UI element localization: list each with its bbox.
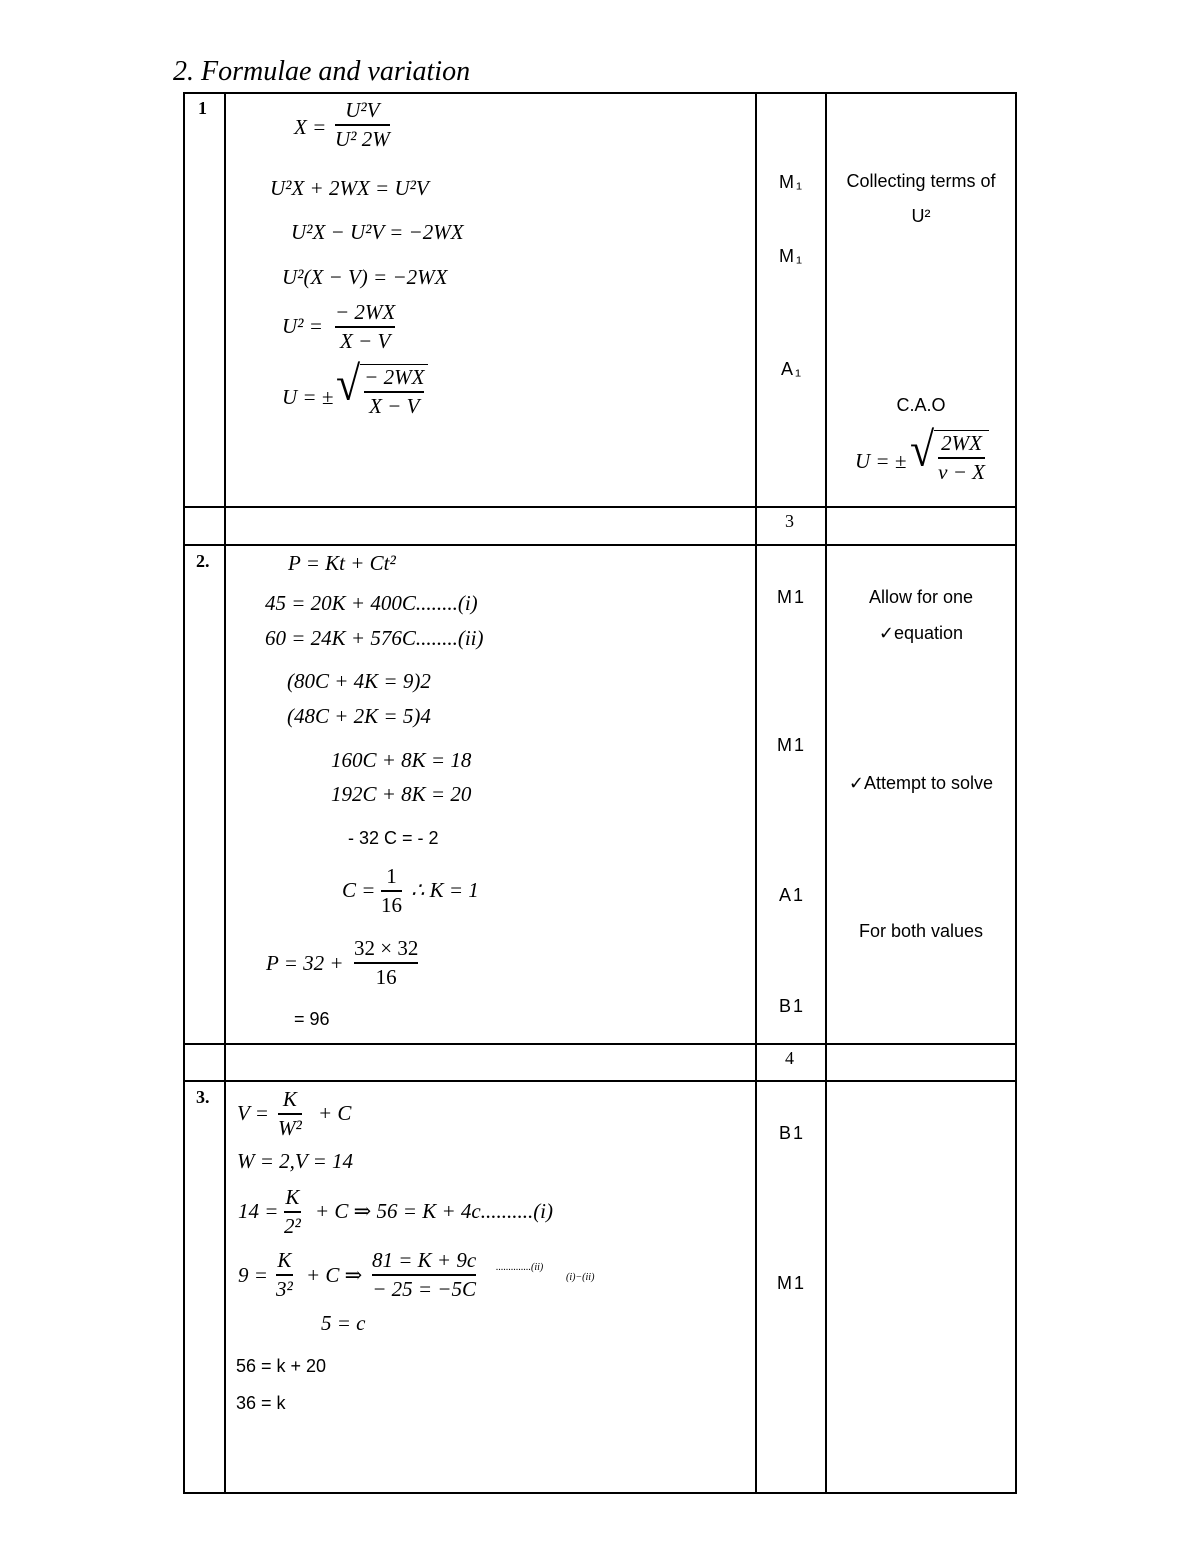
fraction: 1 16	[381, 864, 402, 917]
equation: U² =	[282, 314, 323, 338]
mark: A₁	[781, 359, 804, 379]
square-root: √ 2WX v − X	[910, 430, 989, 483]
equation: + C ⇒ 56 = K + 4c..........(i)	[315, 1199, 554, 1223]
comment: ✓Attempt to solve	[848, 773, 994, 793]
equation: U²X + 2WX = U²V	[270, 176, 429, 200]
mark: M₁	[779, 172, 805, 192]
mark: M₁	[779, 246, 805, 266]
comment: ✓equation	[878, 623, 964, 643]
total-marks: 4	[785, 1048, 794, 1068]
equation: 60 = 24K + 576C........(ii)	[265, 626, 484, 650]
mark: B1	[779, 996, 806, 1016]
equation: 9 =	[238, 1263, 268, 1287]
fraction: K 2²	[284, 1185, 301, 1238]
equation: 160C + 8K = 18	[331, 748, 472, 772]
equation: 45 = 20K + 400C........(i)	[265, 591, 478, 615]
fraction: − 2WX X − V	[335, 300, 396, 353]
equation: U = ±	[855, 449, 907, 473]
square-root: √ − 2WX X − V	[336, 364, 428, 417]
equation: ∴ K = 1	[411, 878, 479, 902]
equation: U²X − U²V = −2WX	[291, 220, 464, 244]
fraction: 81 = K + 9c − 25 = −5C	[372, 1248, 477, 1301]
equation: - 32 C = - 2	[348, 828, 439, 848]
equation: + C ⇒	[306, 1263, 363, 1287]
annotation: ..............(ii)	[496, 1262, 544, 1273]
equation: 56 = k + 20	[236, 1356, 327, 1376]
comment: Allow for one	[868, 587, 974, 607]
equation: P = Kt + Ct²	[288, 551, 396, 575]
question-number: 2.	[196, 551, 210, 571]
equation: X =	[294, 115, 327, 139]
mark: A1	[779, 885, 806, 905]
equation: 36 = k	[236, 1393, 286, 1413]
comment: For both values	[858, 921, 984, 941]
equation: (48C + 2K = 5)4	[287, 704, 431, 728]
mark: M1	[777, 1273, 807, 1293]
equation: 5 = c	[321, 1311, 366, 1335]
equation: (80C + 4K = 9)2	[287, 669, 431, 693]
equation: + C	[318, 1101, 352, 1125]
equation: P = 32 +	[266, 951, 344, 975]
total-marks: 3	[785, 511, 794, 531]
equation: W = 2,V = 14	[237, 1149, 354, 1173]
comment: C.A.O	[896, 395, 946, 415]
equation: C =	[342, 878, 376, 902]
equation: = 96	[294, 1009, 330, 1029]
fraction: K 3²	[276, 1248, 293, 1301]
mark: M1	[777, 587, 807, 607]
fraction: U²V U² 2W	[335, 98, 390, 151]
equation: V =	[237, 1101, 269, 1125]
question-number: 1	[198, 98, 207, 118]
equation: U = ±	[282, 385, 334, 409]
fraction: K W²	[278, 1087, 302, 1140]
mark: B1	[779, 1123, 806, 1143]
annotation: (i)−(ii)	[566, 1272, 595, 1283]
comment: Collecting terms of	[846, 171, 996, 191]
page-title: 2. Formulae and variation	[173, 56, 471, 87]
mark: M1	[777, 735, 807, 755]
question-number: 3.	[196, 1087, 210, 1107]
equation: 192C + 8K = 20	[331, 782, 472, 806]
equation: U²(X − V) = −2WX	[282, 265, 448, 289]
equation: 14 =	[238, 1199, 279, 1223]
comment: U²	[911, 206, 931, 226]
fraction: 32 × 32 16	[354, 936, 419, 989]
